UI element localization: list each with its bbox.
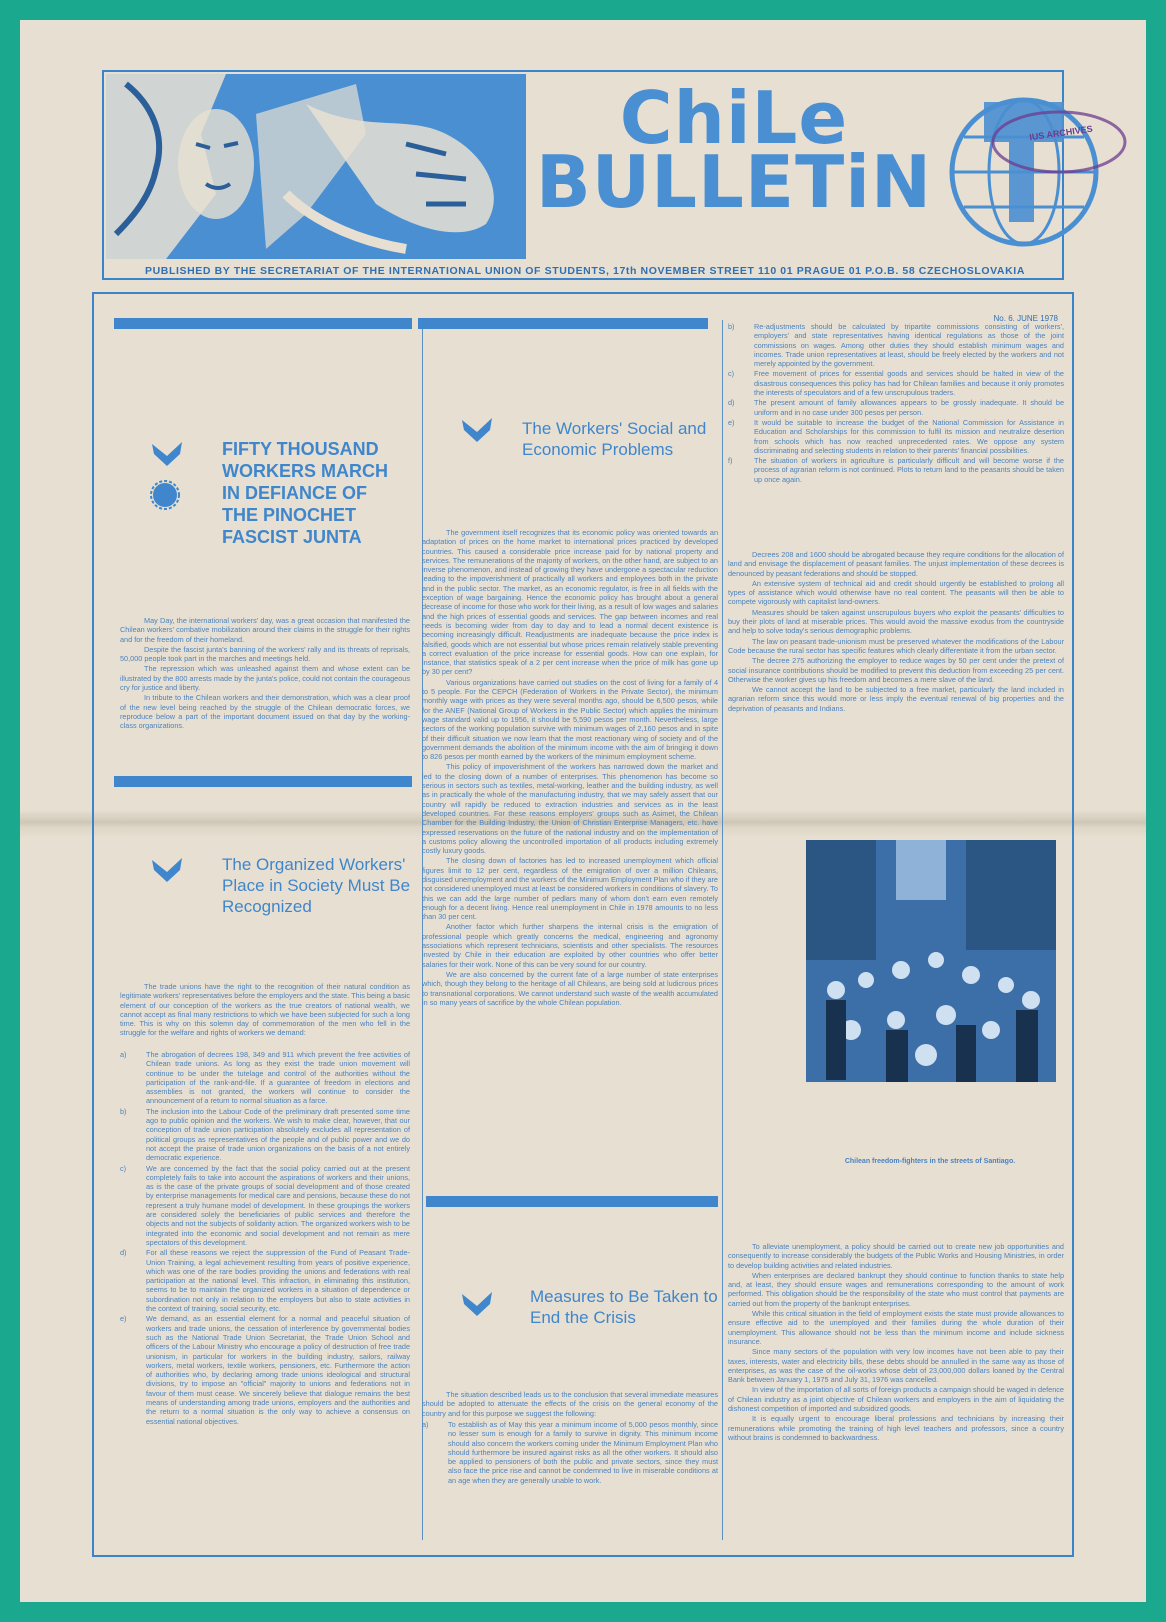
list-item-text: We demand, as an essential element for a normal and peaceful situation of workers and trade unions, the cessation of interference by governmental bodies such as the National Trade Union Secretariat, the Trade Union School and officers of the Labour Ministry who encourage a policy of destruction of free trade unionism, in particular for workers in the building industry, sailors, railway workers, metal workers, textile workers, pensioners, etc. Furthermore the action of authorities who, by declaring among trade unions ideological and structural divisions, try to impose an "official" majority to unions and federations not in favour of them must cease. We sincerely believe that dialogue remains the best means of understanding among trade unions, employers and the authorities and the return to a normal situation is the only way to achieve a consensus on essential national objectives. [146, 1314, 410, 1426]
list-item [422, 1420, 718, 1485]
list-item-text: To establish as of May this year a minimum income of 5,000 pesos monthly, since no lesser sum is enough for a family to survive in dignity. This minimum income should also concern the workers coming under the Minimum Employment Plan who should furthermore be insured against risks as all the other workers. It should also be applied to pensioners of both the public and private sectors, since they must also face the price rise and cannot be condemned to live in miserable conditions at an age when they are generally unable to work. [448, 1420, 718, 1485]
article2-headline: The Workers' Social and Economic Problems [522, 419, 707, 459]
list-item-key: d) [728, 398, 735, 408]
photo-caption: Chilean freedom-fighters in the streets of Santiago. [844, 1158, 1016, 1165]
paragraph: May Day, the international workers' day, was a great occasion that manifested the Chilean workers' combative mobilization around their claims in the struggle for their rights and for the freedom of their homeland. [120, 616, 410, 644]
masthead-illustration [106, 74, 526, 259]
list-item-key: e) [728, 417, 735, 427]
column3-measures [728, 322, 1064, 485]
paragraph: It is equally urgent to encourage liberal professions and technicians by increasing their remunerations while promoting the training of high level teachers and professors, since a country without brains is condemned to backwardness. [728, 1414, 1064, 1442]
paragraph: The decree 275 authorizing the employer to reduce wages by 50 per cent under the pretext of social insurance contributions should be modified to prevent this deduction from exceeding 25 per cent. Otherwise the worker gives up his freedom and becomes a mere slave of the land. [728, 656, 1064, 684]
article4-intro [422, 1390, 718, 1419]
paragraph: Despite the fascist junta's banning of the workers' rally and its threats of reprisals, 50,000 people took part in the marches and meetings held. [120, 644, 410, 664]
ius-globe-logo [944, 82, 1134, 262]
list-item-text: The situation of workers in agriculture is particularly difficult and will become worse if the process of agrarian reform is not continued. Plots to return land to the peasants should be taken up once again. [754, 456, 1064, 484]
list-item-key: c) [728, 369, 735, 379]
paragraph: To alleviate unemployment, a policy should be carried out to create new job opportunities and consequently to increase considerably the budgets of the Public Works and Housing Ministries, in order to develop building activities and related industries. [728, 1242, 1064, 1270]
sun-icon [150, 480, 180, 510]
list-item [120, 1248, 410, 1313]
section-rule [418, 318, 708, 329]
list-item-key: f) [728, 456, 733, 466]
section-rule [114, 776, 412, 787]
list-item-key: d) [120, 1248, 127, 1258]
list-item-key: c) [120, 1163, 127, 1173]
article4-measures [422, 1420, 718, 1486]
dove-icon [150, 856, 184, 882]
street-photo [806, 840, 1056, 1082]
list-item-key: e) [120, 1314, 127, 1324]
list-item-text: It would be suitable to increase the budget of the National Commission for Assistance in Education and Scholarships for this commission to fulfil its mission and neutralize desertion from schools which has now reached unprecedented rates. We oppose any system discriminating and selecting students in relation to their parents' financial possibilities. [754, 417, 1064, 455]
list-item-text: Re-adjustments should be calculated by tripartite commissions consisting of workers', employers' and state representatives having identical regulations as those of the joint commissions on wages. Among other duties they should establish minimum wages and incomes. Trade union representatives at least, should be freely elected by the workers and not merely appointed by the government. [754, 322, 1064, 369]
list-item [120, 1164, 410, 1248]
article4-intro-text: The situation described leads us to the conclusion that several immediate measures should be adopted to attenuate the effects of the crisis on the general economy of the country and for this purpose we suggest the following: [422, 1390, 718, 1418]
paragraph: The law on peasant trade-unionism must be preserved whatever the modifications of the Labour Code because the rural sector has specific features which clearly differentiate it from the urban sector. [728, 636, 1064, 655]
dove-icon [460, 416, 494, 442]
list-item [728, 322, 1064, 368]
article1-headline: FIFTY THOUSAND WORKERS MARCH IN DEFIANCE OF THE PINOCHET FASCIST JUNTA [222, 439, 388, 547]
paragraph: The government itself recognizes that its economic policy was oriented towards an adaptation of prices on the home market to international prices practiced by developed countries. This caused a considerable price increase paid for by national property and services. The remunerations of the majority of workers, on the other hand, are subject to an inverse phenomenon, and instead of growing they have undergone a spectacular reduction leading to the impoverishment of practically all workers and employees both in the private and in the public sector. The market, as an economic regulator, is free in all fields with the exception of wage bargaining. Hence the economic policy has brought about a general decrease of income for those who work for their living, as a result of low wages and salaries and the high prices of essential goods and services. The gap between incomes and real needs is becoming wider from day to day and to lead a normal decent existence is becoming increasingly difficult. Readjustments are inadequate because the price index is falsified, goods which are not essential but whose prices remain relatively stable preventing a correct evaluation of the price increase for essential goods. How can one explain, for instance, that statistics speak of a 2 per cent increase when the price of milk has gone up by 30 per cent? [422, 528, 718, 677]
paragraph: An extensive system of technical aid and credit should urgently be established to prolong all types of assistance which would otherwise have no real content. The peasants will then be able to compete vigorously with capitalist land-owners. [728, 578, 1064, 607]
newspaper-page [20, 20, 1146, 1602]
bulletin-title [534, 76, 934, 224]
title-line-2: BULLETiN [535, 140, 933, 224]
list-item-text: The inclusion into the Labour Code of the preliminary draft presented some time ago to public opinion and the workers. We wish to make clear, however, that our conception of trade union participation absolutely excludes all representation of political groups as representatives of the people and of public power and we do not accept the praise of trade union organizations on the basis of a not entirely democratic experience. [146, 1106, 410, 1163]
paragraph: Various organizations have carried out studies on the cost of living for a family of 4 to 5 people. For the CEPCH (Federation of Workers in the Private Sector), the minimum monthly wage with prices as they were several months ago, should be 6,500 pesos, while for the ANEF (National Group of Workers in the Public Sector) which applies the minimum wage standard valid up to 1956, it should be 5,590 pesos per month. Nevertheless, large sectors of the working population survive with minimum wages of 2,160 pesos and in spite of their difficult situation we now learn that the most reactionary wing of society and of the government demands the abolition of the minimum income with the aim of bringing it down to 826 pesos per month earned by the workers of the minimum employment scheme. [422, 677, 718, 762]
list-item [728, 398, 1064, 417]
article2-body [422, 528, 718, 1008]
list-item-text: We are concerned by the fact that the social policy carried out at the present completely fails to take into account the aspirations of workers and their unions, as is the case of the private groups of social development and of those created by enterprise managements for medical care and pensions, because these do not represent a truly humane model of development. In these groupings the workers are considered solely the beneficiaries of public services and therefore the objects and not the subjects of solidarity action. The organized workers wish to be integrated into the economic and social development and not remain as mere spectators of this development. [146, 1163, 410, 1247]
list-item-key: a) [120, 1050, 127, 1059]
list-item-key: a) [422, 1420, 429, 1429]
article3-headline: The Organized Workers' Place in Society Must Be Recognized [222, 855, 411, 916]
list-item-text: The abrogation of decrees 198, 349 and 911 which prevent the free activities of Chilean trade unions. As long as they exist the trade union movement will continue to be under the tutelage and control of the authorities without the participation of the rank-and-file. If a guarantee of freedom in elections and assemblies is not granted, the workers will continue to consider the announcement of a return to normal situation as a farce. [146, 1050, 410, 1106]
section-rule [426, 1196, 718, 1207]
article3-demands [120, 1050, 410, 1427]
paragraph: Another factor which further sharpens the internal crisis is the emigration of professional people which greatly concerns the medical, engineering and agronomy associations which represent technicians, scientists and other specialists. The resources invested by Chile in their education are exploited by other countries who offer better salaries for their work. None of this can be very sound for our country. [422, 922, 718, 969]
list-item [728, 456, 1064, 484]
list-item [728, 369, 1064, 397]
paragraph: Measures should be taken against unscrupulous buyers who exploit the peasants' difficulties to buy their plots of land at miserable prices. This would avoid the massive exodus from the countryside and help to solve today's serious demographic problems. [728, 607, 1064, 636]
masthead [102, 70, 1094, 280]
paragraph: Since many sectors of the population with very low incomes have not been able to pay their taxes, interests, water and electricity bills, these debts should be annulled in the same way as those of enterprises, as was the case of the oil-works whose debt of 23,000,000 dollars loaned by the Central Bank between January 1, 1975 and July 31, 1976 was cancelled. [728, 1347, 1064, 1385]
list-item-key: b) [120, 1106, 127, 1116]
paragraph: The repression which was unleashed against them and whose extent can be illustrated by the 800 arrests made by the junta's police, could not contain the courageous cry for justice and liberty. [120, 664, 410, 693]
dove-icon [150, 440, 184, 466]
paragraph: We cannot accept the land to be subjected to a free market, particularly the land included in agrarian reform since this would more or less imply the eventual renewal of big properties and the deprivation of peasants and Indians. [728, 685, 1064, 713]
publisher-line: PUBLISHED BY THE SECRETARIAT OF THE INTERNATIONAL UNION OF STUDENTS, 17th NOVEMBER STREET 110 01 PRAGUE 01 P.O.B. 58 CZECHOSLOVAKIA [144, 265, 1026, 277]
article3-intro [120, 982, 410, 1039]
article4-headline: Measures to Be Taken to End the Crisis [530, 1287, 718, 1327]
list-item [120, 1314, 410, 1426]
section-rule [114, 318, 412, 329]
archive-stamp: IUS ARCHIVES [1028, 123, 1094, 143]
column3-bottom-paragraphs [728, 1242, 1064, 1443]
paragraph: This policy of impoverishment of the workers has narrowed down the market and led to the closing down of a number of enterprises. This phenomenon has become so serious in sectors such as textiles, metal-working, leather and the building industry, as well as in practically the whole of the manufacturing industry, that we may safely assert that our country will rapidly be reduced to extraction industries and services as in the least developed countries. For these reasons employers' groups such as Asimet, the Chilean Chamber for the Building Industry, the Union of Christian Enterprise Managers, etc. have expressed reservations on the future of the national industry and on the implementation of a customs policy allowing the uncontrolled importation of all products including extremely costly luxury goods. [422, 762, 718, 856]
title-line-1: ChiLe [619, 76, 849, 160]
paragraph: The closing down of factories has led to increased unemployment which official figures limit to 12 per cent, regardless of the emigration of over a million Chileans, disguised unemployment and the workers of the Minimum Employment Plan who if they are not considered unemployed must at least be considered workers in conditions of slavery. To this we can add the large number of pedlars many of whom don't earn even remotely enough for a decent living. Hence real unemployment in Chile in 1978 amounts to no less than 30 per cent. [422, 856, 718, 922]
list-item-text: The present amount of family allowances appears to be grossly inadequate. It should be uniform and in no case under 300 pesos per person. [754, 398, 1064, 417]
paragraph: When enterprises are declared bankrupt they should continue to function thanks to state help and, at least, they should ensure wages and remunerations corresponding to the amount of work performed. This obligation should be the responsibility of the state who must control that payments are carried out from the property of the bankrupt enterprises. [728, 1270, 1064, 1308]
list-item [120, 1050, 410, 1106]
list-item [120, 1107, 410, 1163]
issue-date: No. 6. JUNE 1978 [993, 314, 1058, 323]
list-item-text: For all these reasons we reject the suppression of the Fund of Peasant Trade-Union Training, a legal achievement resulting from years of positive experience, which was one of the rare bodies providing the unions and federations with real participation at the national level. This infraction, in eliminating this institution, seems to be to maintain the organized workers in a situation of dependence or subordination not only in relation to the employers but also to state activities in the context of training, social security, etc. [146, 1248, 410, 1314]
article3-intro-text: The trade unions have the right to the recognition of their natural condition as legitimate workers' representatives before the employers and the state. This being a basic element of our conception of the workers as the true creators of national wealth, we cannot accept as final many restrictions to which we have been subjected for such a long time. This is why on this solemn day of commemoration of the men who fell in the struggle for the welfare and rights of workers we demand: [120, 982, 410, 1038]
list-item [728, 418, 1064, 455]
paragraph: Decrees 208 and 1600 should be abrogated because they require conditions for the allocation of land and envisage the displacement of peasant families. The unjust implementation of these decrees is denounced by peasant federations and should be stopped. [728, 550, 1064, 578]
paragraph: While this critical situation in the field of employment exists the state must provide allowances to ensure effective aid to the unemployed and their families during the whole duration of their unemployment. This allowance should not be less than the minimum income and include sickness insurance. [728, 1309, 1064, 1346]
list-item-key: b) [728, 322, 735, 331]
paragraph: We are also concerned by the current fate of a large number of state enterprises which, though they belong to the heritage of all Chileans, are being sold at ludicrous prices to transnational corporations. We cannot understand such waste of the wealth accumulated in so many years of sacrifice by the whole Chilean population. [422, 969, 718, 1007]
article1-body [120, 616, 410, 732]
paragraph: In tribute to the Chilean workers and their demonstration, which was a clear proof of the new level being reached by the struggle of the Chilean democratic forces, we reproduce below a part of the important document issued on that day by the working-class organizations. [120, 693, 410, 731]
column-divider [722, 320, 723, 1540]
paragraph: In view of the importation of all sorts of foreign products a campaign should be waged in defence of Chilean industry as a joint objective of Chilean workers and employers in the aim of liquidating the dishonest competition of imported and subsidized goods. [728, 1385, 1064, 1414]
column3-paragraphs [728, 550, 1064, 714]
dove-icon [460, 1290, 494, 1316]
list-item-text: Free movement of prices for essential goods and services should be halted in view of the disastrous consequences this policy has had for Chilean families and because it only promotes the interests of speculators and of a few unscrupulous traders. [754, 369, 1064, 398]
